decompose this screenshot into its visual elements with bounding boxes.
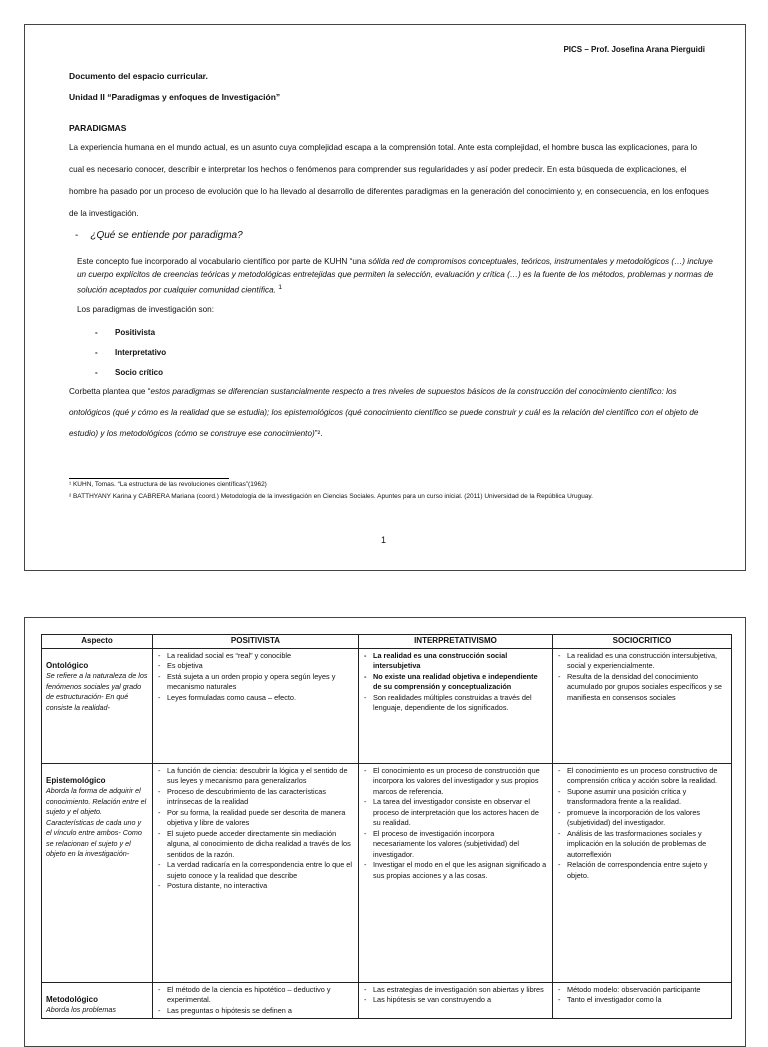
list-item: - Las estrategias de investigación son abiertas y libres [363, 985, 548, 996]
paradigm-list [95, 323, 166, 383]
list-item: - promueve la incorporación de los valores (subjetividad) del investigador. [557, 808, 727, 829]
table-row [42, 982, 732, 1019]
list-item: - Tanto el investigador como la [557, 995, 727, 1006]
list-item: - El conocimiento es un proceso constructivo de comprensión crítica y acción sobre la realidad. [557, 766, 727, 787]
intro-paragraph: La experiencia humana en el mundo actual, es un asunto cuya complejidad escapa a la comprensión total. Ante esta complejidad, el hombre busca las explicaciones, para lo cual es necesario conocer, describir e interpretar los hechos o fenómenos para comprender sus regularidades y así poder predecir. En esta búsqueda de explicaciones, el hombre ha pasado por un proceso de evolución que lo ha llevado al desarrollo de diferentes paradigmas en la generación del conocimiento y, en consecuencia, en los enfoques de la investigación. [69, 143, 709, 218]
list-item: - Investigar el modo en el que les asignan significado a sus propias acciones y a las cosas. [363, 860, 548, 881]
list-item: - Proceso de descubrimiento de las características intrínsecas de la realidad [157, 787, 354, 808]
positivista-list [157, 985, 354, 1017]
header-positivista: POSITIVISTA [153, 635, 359, 649]
aspect-name: Epistemológico [46, 775, 106, 785]
interpretativismo-cell [359, 982, 553, 1019]
interpretativismo-cell [359, 763, 553, 982]
list-item: - Por su forma, la realidad puede ser descrita de manera objetiva y libre de valores [157, 808, 354, 829]
paradigm-item: Interpretativo [115, 348, 167, 357]
list-item: - No existe una realidad objetiva e independiente de su comprensión y conceptualización [363, 672, 548, 693]
list-item: - El método de la ciencia es hipotético – deductivo y experimental. [157, 985, 354, 1006]
sociocritico-list [557, 985, 727, 1006]
positivista-cell [153, 982, 359, 1019]
positivista-list [157, 766, 354, 892]
list-intro: Los paradigmas de investigación son: [77, 305, 214, 314]
document-page-1 [24, 24, 746, 571]
unit-title: Unidad II “Paradigmas y enfoques de Investigación” [69, 92, 281, 102]
question-text: ¿Qué se entiende por paradigma? [90, 230, 243, 241]
paradigm-comparison-table [41, 634, 732, 1019]
list-item: - Resulta de la densidad del conocimiento acumulado por grupos sociales específicos y se manifiesta en consensos sociales [557, 672, 727, 704]
positivista-cell [153, 648, 359, 763]
aspect-cell [42, 763, 153, 982]
document-label: Documento del espacio curricular. [69, 71, 208, 81]
table-body [42, 648, 732, 1019]
header-interpretativismo: INTERPRETATIVISMO [359, 635, 553, 649]
interpretativismo-list [363, 985, 548, 1006]
aspect-description: Aborda los problemas [46, 1005, 116, 1014]
list-item: - El sujeto puede acceder directamente sin mediación alguna, al conocimiento de dicha realidad a través de los sentidos de la razón. [157, 829, 354, 861]
kuhn-quote-italic: sólida red de compromisos conceptuales, teóricos, instrumentales y metodológicos (…) incluye un cuerpo explícitos de creencias teóricas y metodológicas entretejidas que permiten la selección, evaluación y crítica (…) es la fuente de los métodos, problemas y normas de solución aceptados por cualquier comunidad científica. [77, 257, 714, 295]
list-item: - La realidad es una construcción intersubjetiva, social y experiencialmente. [557, 651, 727, 672]
footnote-ref-1[interactable]: 1 [278, 284, 282, 291]
list-item: - Es objetiva [157, 661, 354, 672]
corbetta-intro: Corbetta plantea que “ [69, 387, 151, 396]
list-item: - La verdad radicaría en la correspondencia entre lo que el sujeto conoce y la realidad que describe [157, 860, 354, 881]
table-row [42, 763, 732, 982]
list-item: - El proceso de investigación incorpora necesariamente los valores (subjetividad) del investigador. [363, 829, 548, 861]
section-heading: PARADIGMAS [69, 123, 127, 133]
kuhn-quote-intro: Este concepto fue incorporado al vocabulario científico por parte de KUHN “una [77, 257, 369, 266]
list-item: - Postura distante, no interactiva [157, 881, 354, 892]
header-aspect: Aspecto [42, 635, 153, 649]
list-item: - Las hipótesis se van construyendo a [363, 995, 548, 1006]
list-item: - Supone asumir una posición crítica y transformadora frente a la realidad. [557, 787, 727, 808]
table-row [42, 648, 732, 763]
list-item: - La tarea del investigador consiste en observar el proceso de interpretación que los actores hacen de su realidad. [363, 797, 548, 829]
kuhn-quote [77, 255, 717, 297]
list-item: - Las preguntas o hipótesis se definen a [157, 1006, 354, 1017]
interpretativismo-cell [359, 648, 553, 763]
list-item: - Análisis de las trasformaciones sociales y implicación en la solución de problemas de autorreflexión [557, 829, 727, 861]
sociocritico-cell [553, 763, 732, 982]
interpretativismo-list [363, 651, 548, 714]
header-sociocritico: SOCIOCRITICO [553, 635, 732, 649]
footnote-2: ² BATTHYANY Karina y CABRERA Mariana (coord.) Metodología de la investigación en Ciencias Sociales. Apuntes para un curso inicial. (2011) Universidad de la República Uruguay. [69, 493, 593, 500]
list-item: - Socio crítico [95, 368, 164, 377]
page-header: PICS – Prof. Josefina Arana Pierguidi [563, 45, 705, 54]
paradigm-item: Positivista [115, 328, 156, 337]
sociocritico-list [557, 766, 727, 882]
sociocritico-list [557, 651, 727, 704]
positivista-cell [153, 763, 359, 982]
corbetta-italic: estos paradigmas se diferencian sustancialmente respecto a tres niveles de supuestos básicos de la construcción del conocimiento científico: los ontológicos (qué y cómo es la realidad que se estudia); los epistemológicos (qué conocimiento científico se puede construir y cuál es la relación del científico con el objeto de estudio) y los metodológicos (cómo se construye ese conocimiento) [69, 387, 699, 438]
corbetta-end: ”². [314, 429, 323, 438]
list-item: - La realidad es una construcción social intersubjetiva [363, 651, 548, 672]
document-page-2 [24, 617, 746, 1047]
interpretativismo-list [363, 766, 548, 882]
question-line [75, 230, 243, 241]
footnote-1: ¹ KUHN, Tomas. “La estructura de las revoluciones científicas”(1962) [69, 481, 267, 488]
list-item: - Método modelo: observación participante [557, 985, 727, 996]
sociocritico-cell [553, 648, 732, 763]
sociocritico-cell [553, 982, 732, 1019]
aspect-name: Metodológico [46, 994, 98, 1004]
list-item: - El conocimiento es un proceso de construcción que incorpora los valores del investigador y sus propios marcos de referencia. [363, 766, 548, 798]
list-item: - Relación de correspondencia entre sujeto y objeto. [557, 860, 727, 881]
list-item: - La realidad social es “real” y conocible [157, 651, 354, 662]
aspect-name: Ontológico [46, 660, 89, 670]
list-item: - La función de ciencia: descubrir la lógica y el sentido de sus leyes y mecanismo para generalizarlos [157, 766, 354, 787]
footnote-divider [69, 478, 229, 479]
list-item: - Está sujeta a un orden propio y opera según leyes y mecanismo naturales [157, 672, 354, 693]
table-header-row [42, 635, 732, 649]
page-number: 1 [381, 535, 387, 545]
paradigm-item: Socio crítico [115, 368, 164, 377]
list-item: - Interpretativo [95, 348, 167, 357]
aspect-cell [42, 982, 153, 1019]
list-item: - Leyes formuladas como causa – efecto. [157, 693, 354, 704]
positivista-list [157, 651, 354, 704]
aspect-cell [42, 648, 153, 763]
question-dash: - [75, 230, 79, 241]
corbetta-paragraph [69, 381, 719, 444]
aspect-description: Aborda la forma de adquirir el conocimiento. Relación entre el sujeto y el objeto. Características de cada uno y el vínculo entre ambos- Como se relacionan el sujeto y el objeto en la investigación- [46, 786, 147, 858]
list-item: - Son realidades múltiples construidas a través del lenguaje, dependiente de los significados. [363, 693, 548, 714]
aspect-description: Se refiere a la naturaleza de los fenómenos sociales yal grado de estructuración- En qué consiste la realidad- [46, 671, 148, 712]
list-item: - Positivista [95, 328, 156, 337]
